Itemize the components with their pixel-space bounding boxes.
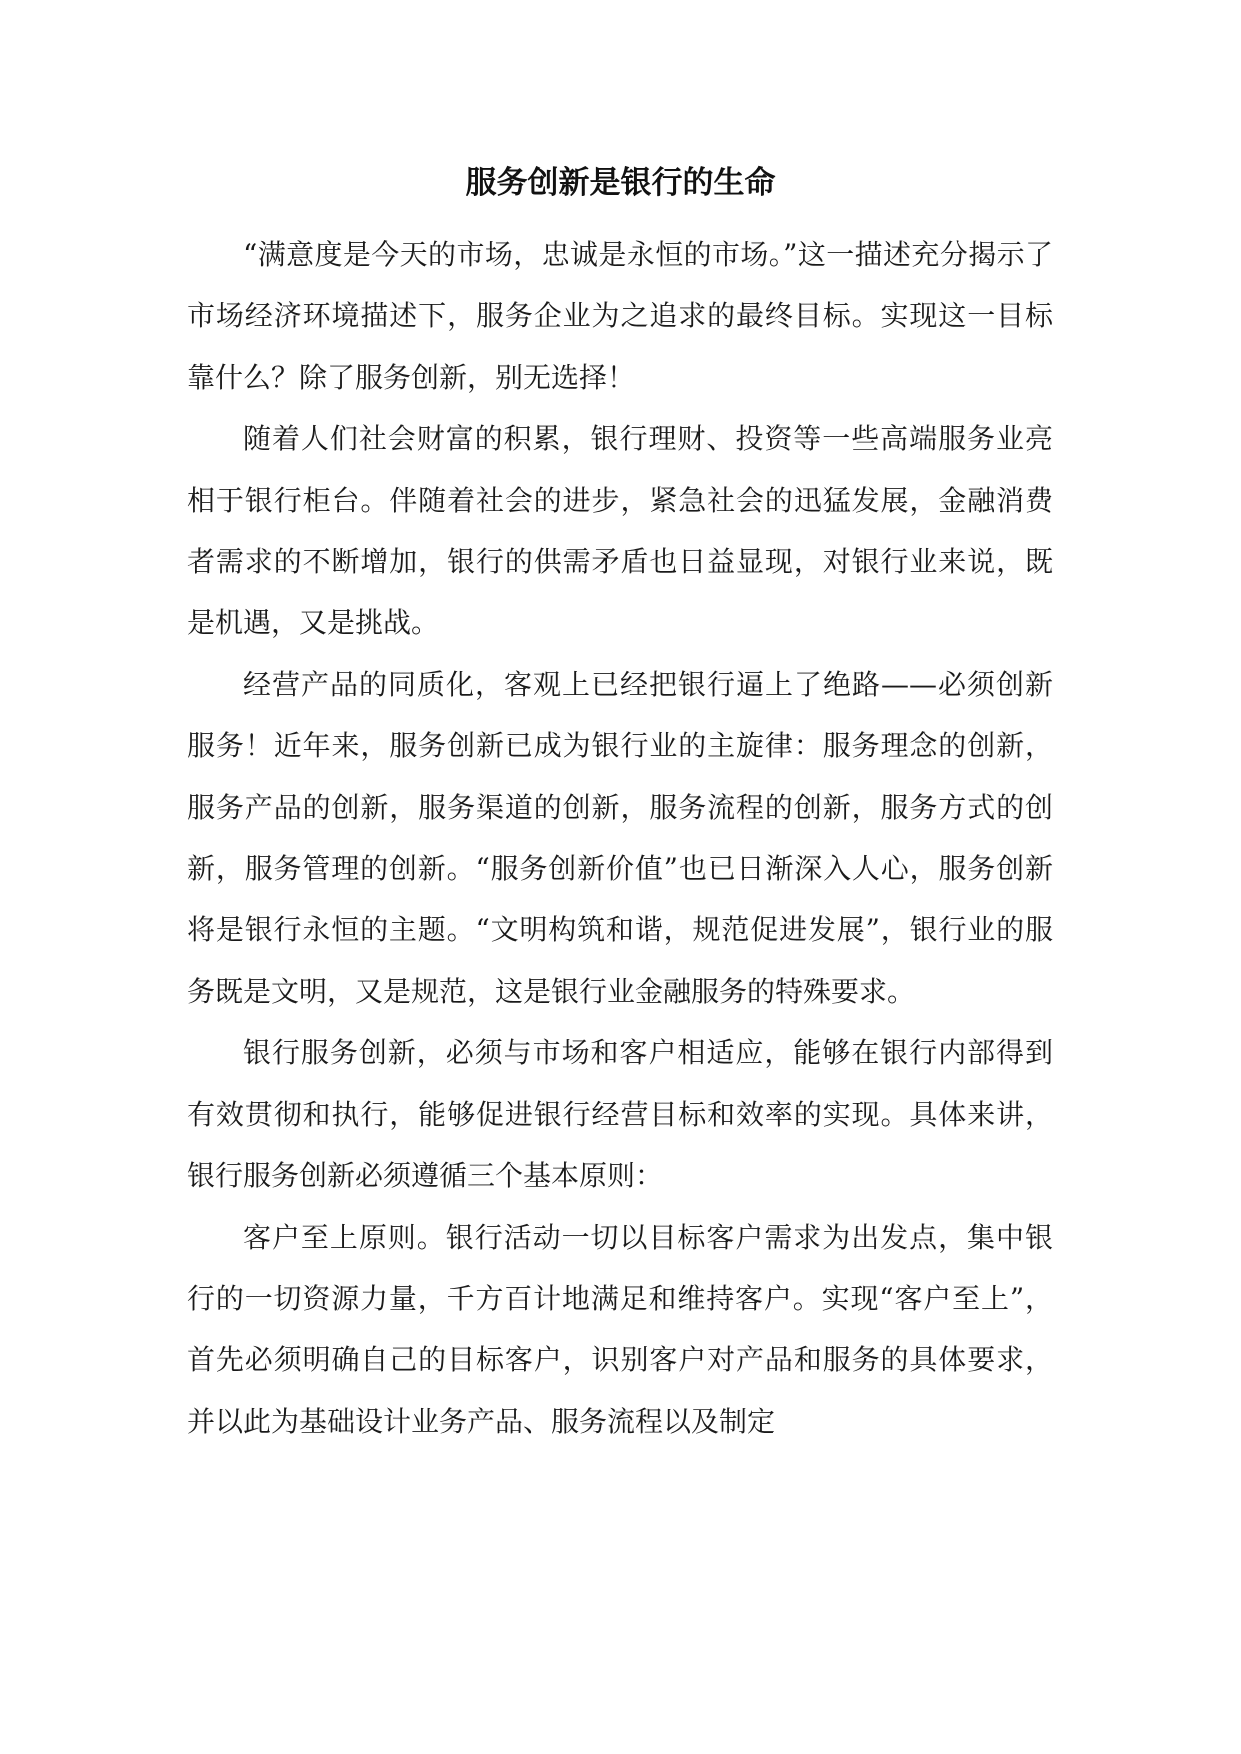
paragraph: “满意度是今天的市场，忠诚是永恒的市场。”这一描述充分揭示了市场经济环境描述下，服务企业为之追求的最终目标。实现这一目标靠什么？除了服务创新，别无选择！ <box>187 238 1053 394</box>
document-title: 服务创新是银行的生命 <box>465 165 776 201</box>
document-body <box>187 224 1053 1452</box>
paragraph: 经营产品的同质化，客观上已经把银行逼上了绝路——必须创新服务！近年来，服务创新已成为银行业的主旋律：服务理念的创新，服务产品的创新，服务渠道的创新，服务流程的创新，服务方式的创新，服务管理的创新。“服务创新价值”也已日渐深入人心，服务创新将是银行永恒的主题。“文明构筑和谐，规范促进发展”，银行业的服务既是文明，又是规范，这是银行业金融服务的特殊要求。 <box>187 667 1053 1008</box>
paragraph: 银行服务创新，必须与市场和客户相适应，能够在银行内部得到有效贯彻和执行，能够促进银行经营目标和效率的实现。具体来讲，银行服务创新必须遵循三个基本原则： <box>187 1036 1053 1193</box>
paragraph: 随着人们社会财富的积累，银行理财、投资等一些高端服务业亮相于银行柜台。伴随着社会的进步，紧急社会的迅猛发展，金融消费者需求的不断增加，银行的供需矛盾也日益显现，对银行业来说，既是机遇，又是挑战。 <box>187 422 1053 640</box>
paragraph: 客户至上原则。银行活动一切以目标客户需求为出发点，集中银行的一切资源力量，千方百计地满足和维持客户。实现“客户至上”，首先必须明确自己的目标客户，识别客户对产品和服务的具体要求，并以此为基础设计业务产品、服务流程以及制定 <box>187 1220 1053 1438</box>
